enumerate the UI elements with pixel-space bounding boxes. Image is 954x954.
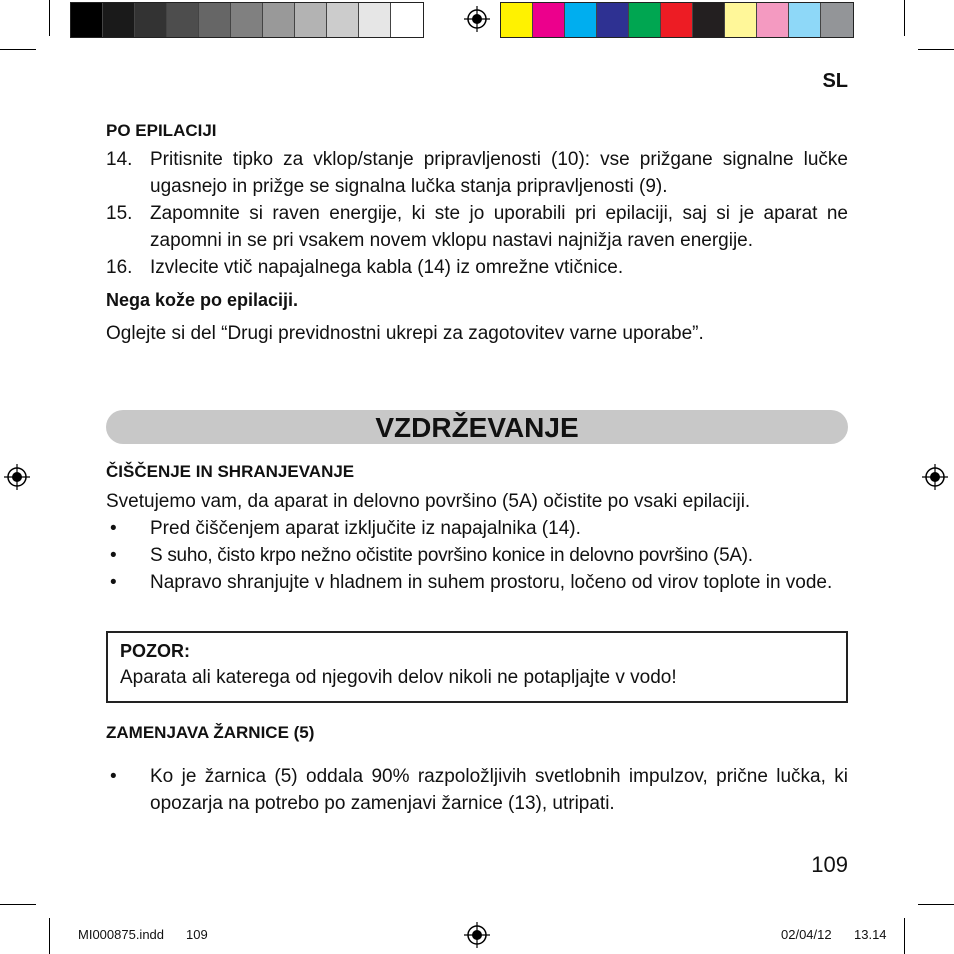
bullet: • [110,572,117,593]
color-swatch [821,3,853,37]
slug-time: 13.14 [854,927,887,942]
item-text: Ko je žarnica (5) oddala 90% razpoložljivih svetlobnih impulzov, prične lučka, ki opozarja na potrebo po zamenjavi žarnice (13), utripati. [150,766,848,814]
color-swatch [71,3,103,37]
list-item [106,515,848,542]
color-swatch [391,3,423,37]
color-swatch [693,3,725,37]
page-number: 109 [811,852,848,877]
item-text: Izvlecite vtič napajalnega kabla (14) iz omrežne vtičnice. [150,257,624,278]
registration-mark-icon [464,6,490,32]
skin-care-heading: Nega kože po epilaciji. [106,290,299,310]
color-swatch [661,3,693,37]
color-swatch [103,3,135,37]
language-tag: SL [822,70,848,92]
color-swatch [231,3,263,37]
crop-mark [918,49,954,50]
warning-title: POZOR: [120,641,190,661]
list-item [106,569,848,596]
slug-date: 02/04/12 [781,927,832,942]
item-text: Pred čiščenjem aparat izključite iz napajalnika (14). [150,518,581,539]
color-swatch [167,3,199,37]
list-item [106,542,848,569]
registration-mark-icon [464,922,490,948]
list-item [106,254,848,281]
crop-mark [904,918,905,954]
color-swatch [725,3,757,37]
slug-file-name: MI000875.indd [78,927,165,942]
color-swatch [789,3,821,37]
item-text: Pritisnite tipko za vklop/stanje pripravljenosti (10): vse prižgane signalne lučke ugasnejo in prižge se signalna lučka stanja pripravljenosti (9). [150,149,848,197]
lamp-heading: ZAMENJAVA ŽARNICE (5) [106,723,315,742]
cleaning-intro: Svetujemo vam, da aparat in delovno površino (5A) očistite po vsaki epilaciji. [106,491,751,512]
color-swatch [295,3,327,37]
after-epilation-list [106,146,848,281]
crop-mark [49,0,50,36]
crop-mark [904,0,905,36]
color-swatch [533,3,565,37]
color-swatch [501,3,533,37]
color-swatch [135,3,167,37]
warning-box [106,631,848,703]
cleaning-list [106,515,848,596]
warning-text: Aparata ali katerega od njegovih delov nikoli ne potapljajte v vodo! [120,667,677,688]
list-item [106,763,848,817]
crop-mark [0,49,36,50]
crop-mark [918,904,954,905]
crop-mark [0,904,36,905]
grayscale-calibration-bar [70,2,424,38]
cleaning-heading: ČIŠČENJE IN SHRANJEVANJE [106,462,355,481]
item-text: Napravo shranjujte v hladnem in suhem prostoru, ločeno od virov toplote in vode. [150,572,833,593]
item-text: S suho, čisto krpo nežno očistite površino konice in delovno površino (5A). [150,545,753,566]
item-number: 14. [106,149,133,170]
bullet: • [110,766,117,787]
color-swatch [199,3,231,37]
bullet: • [110,545,117,566]
color-swatch [327,3,359,37]
slug-file-page: 109 [186,927,208,942]
skin-care-text: Oglejte si del “Drugi previdnostni ukrepi za zagotovitev varne uporabe”. [106,323,704,344]
list-item [106,200,848,254]
item-text: Zapomnite si raven energije, ki ste jo uporabili pri epilaciji, saj si je aparat ne zapomni in se pri vsakem novem vklopu nastavi najnižja raven energije. [150,203,848,251]
maintenance-title: VZDRŽEVANJE [106,410,848,444]
registration-mark-icon [922,464,948,490]
color-swatch [597,3,629,37]
lamp-list [106,763,848,817]
list-item [106,146,848,200]
color-swatch [263,3,295,37]
bullet: • [110,518,117,539]
crop-mark [49,918,50,954]
after-epilation-heading: PO EPILACIJI [106,121,217,140]
item-number: 16. [106,257,133,278]
color-swatch [629,3,661,37]
color-swatch [359,3,391,37]
registration-mark-icon [4,464,30,490]
item-number: 15. [106,203,133,224]
color-calibration-bar [500,2,854,38]
color-swatch [757,3,789,37]
color-swatch [565,3,597,37]
